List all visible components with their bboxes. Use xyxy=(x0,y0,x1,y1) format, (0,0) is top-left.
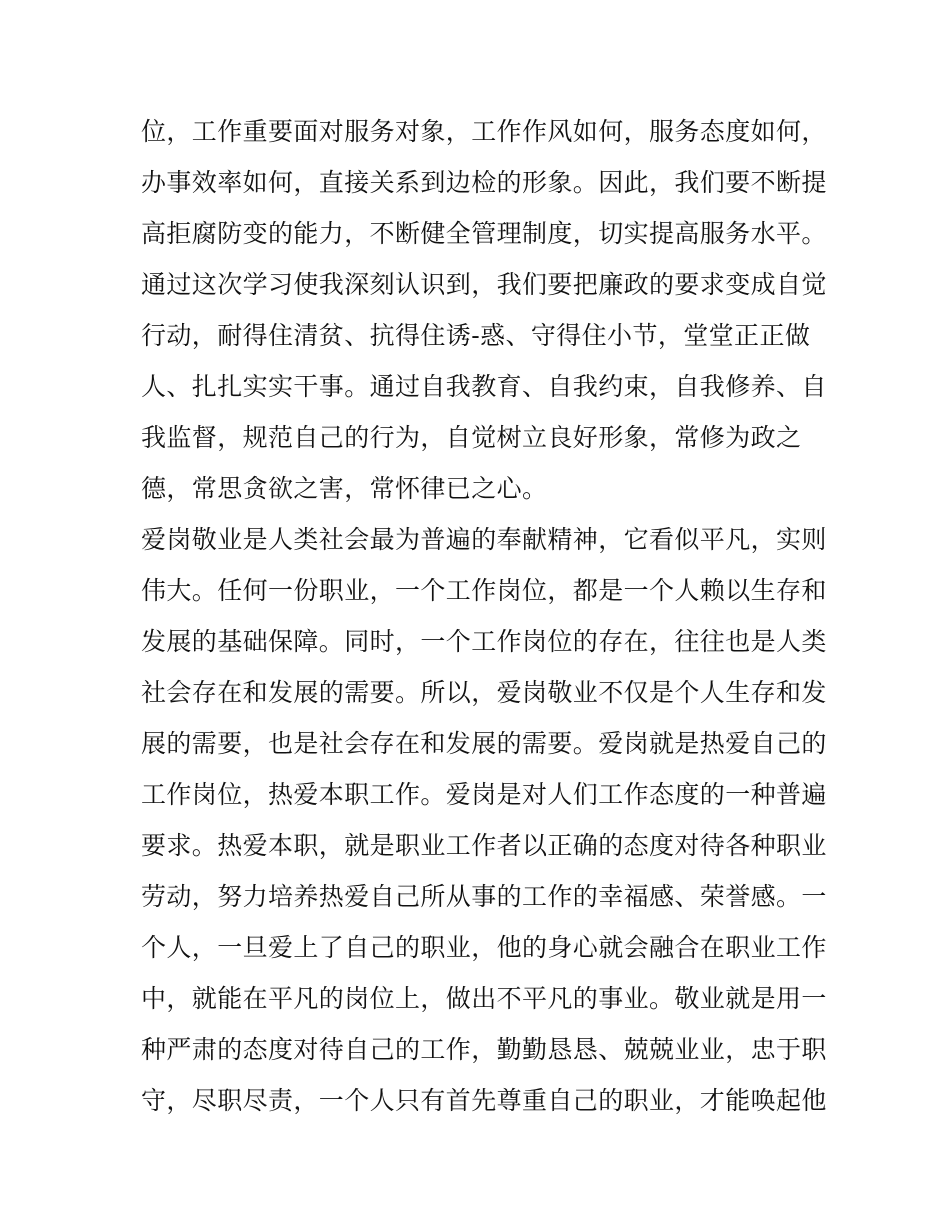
text-line: 中，就能在平凡的岗位上，做出不平凡的事业。敬业就是用一 xyxy=(141,984,827,1013)
text-line: 伟大。任何一份职业，一个工作岗位，都是一个人赖以生存和 xyxy=(141,576,827,605)
text-line: 通过这次学习使我深刻认识到，我们要把廉政的要求变成自觉 xyxy=(141,270,827,299)
text-line: 发展的基础保障。同时，一个工作岗位的存在，往往也是人类 xyxy=(141,627,827,656)
body-text xyxy=(141,106,827,1126)
text-line: 个人，一旦爱上了自己的职业，他的身心就会融合在职业工作 xyxy=(141,933,827,962)
text-line: 要求。热爱本职，就是职业工作者以正确的态度对待各种职业 xyxy=(141,831,827,860)
text-line: 守，尽职尽责，一个人只有首先尊重自己的职业，才能唤起他 xyxy=(141,1086,827,1115)
text-line: 爱岗敬业是人类社会最为普遍的奉献精神，它看似平凡，实则 xyxy=(141,525,827,554)
text-line: 工作岗位，热爱本职工作。爱岗是对人们工作态度的一种普遍 xyxy=(141,780,827,809)
text-line: 社会存在和发展的需要。所以，爱岗敬业不仅是个人生存和发 xyxy=(141,678,827,707)
text-line: 德，常思贪欲之害，常怀律已之心。 xyxy=(141,474,548,503)
text-line: 高拒腐防变的能力，不断健全管理制度，切实提高服务水平。 xyxy=(141,219,827,248)
text-line: 行动，耐得住清贫、抗得住诱-惑、守得住小节，堂堂正正做 xyxy=(141,321,811,350)
text-line: 位，工作重要面对服务对象，工作作风如何，服务态度如何， xyxy=(141,117,827,146)
text-line: 办事效率如何，直接关系到边检的形象。因此，我们要不断提 xyxy=(141,168,827,197)
text-line: 我监督，规范自己的行为，自觉树立良好形象，常修为政之 xyxy=(141,423,802,452)
text-line: 展的需要，也是社会存在和发展的需要。爱岗就是热爱自己的 xyxy=(141,729,827,758)
text-line: 劳动，努力培养热爱自己所从事的工作的幸福感、荣誉感。一 xyxy=(141,882,827,911)
text-line: 人、扎扎实实干事。通过自我教育、自我约束，自我修养、自 xyxy=(141,372,827,401)
text-line: 种严肃的态度对待自己的工作，勤勤恳恳、兢兢业业，忠于职 xyxy=(141,1035,827,1064)
